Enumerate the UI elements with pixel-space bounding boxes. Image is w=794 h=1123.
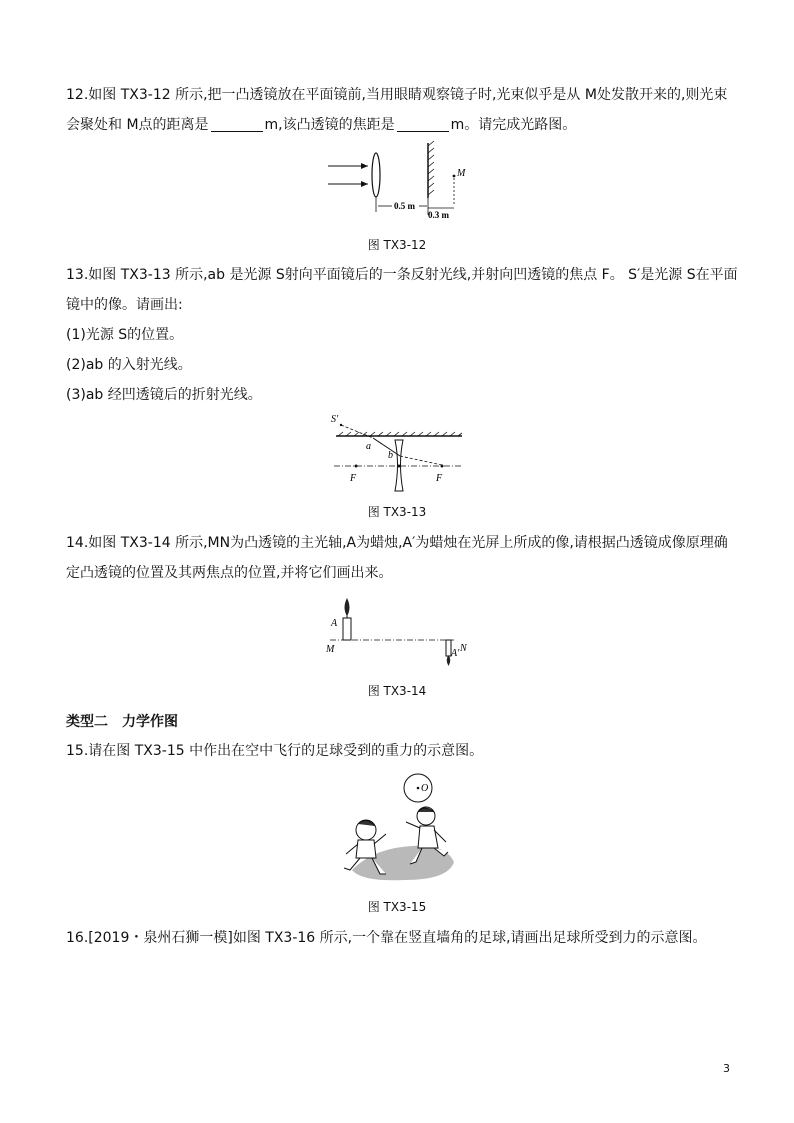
caption-tx3-13: 图 TX3-13 bbox=[367, 505, 427, 519]
label-a: a bbox=[366, 441, 371, 452]
q12-text-c: m。请完成光路图。 bbox=[450, 117, 577, 133]
q13-line-2: 镜中的像。请画出: bbox=[66, 297, 183, 313]
label-f-left: F bbox=[350, 473, 357, 484]
label-n: N bbox=[460, 643, 467, 654]
answer-blank-2[interactable] bbox=[397, 117, 449, 132]
focus-left bbox=[355, 465, 358, 468]
question-13 bbox=[66, 260, 736, 410]
dashed-line-to-focus bbox=[400, 456, 442, 465]
mirror-hatching bbox=[428, 141, 434, 195]
q15-line-1: 15.请在图 TX3-15 中作出在空中飞行的足球受到的重力的示意图。 bbox=[66, 743, 484, 759]
label-s-prime: S′ bbox=[331, 414, 339, 425]
page-number: 3 bbox=[723, 1062, 730, 1075]
q12-line-1: 12.如图 TX3-12 所示,把一凸透镜放在平面镜前,当用眼睛观察镜子时,光束似乎是从 M处发散开来的,则光束 bbox=[66, 87, 728, 103]
label-a: A bbox=[331, 618, 338, 629]
caption-tx3-15: 图 TX3-15 bbox=[367, 900, 427, 914]
question-15 bbox=[66, 736, 736, 766]
question-14 bbox=[66, 528, 736, 588]
label-m: M bbox=[457, 168, 466, 179]
q13-item-2: (2)ab 的入射光线。 bbox=[66, 357, 192, 373]
figure-tx3-15 bbox=[334, 770, 464, 888]
q16-line-1: 16.[2019・泉州石狮一模]如图 TX3-16 所示,一个靠在竖直墙角的足球,请画出足球所受到力的示意图。 bbox=[66, 930, 707, 946]
label-o: O bbox=[421, 783, 429, 794]
convex-lens bbox=[372, 153, 380, 197]
figure-tx3-12 bbox=[320, 140, 480, 222]
label-03m: 0.3 m bbox=[428, 210, 449, 220]
label-05m: 0.5 m bbox=[394, 201, 415, 211]
q13-item-1: (1)光源 S的位置。 bbox=[66, 327, 184, 343]
candle-flame bbox=[345, 598, 350, 616]
answer-blank-1[interactable] bbox=[211, 117, 263, 132]
label-a-prime: A′ bbox=[451, 648, 460, 659]
section-heading: 类型二 力学作图 bbox=[66, 714, 178, 730]
focus-right bbox=[441, 465, 444, 468]
label-f-right: F bbox=[436, 473, 443, 484]
image-candle-flame bbox=[447, 655, 451, 666]
figure-tx3-14 bbox=[320, 594, 470, 670]
ball-center bbox=[417, 787, 420, 790]
label-m: M bbox=[326, 644, 335, 655]
candle-body bbox=[343, 618, 351, 640]
q14-line-1: 14.如图 TX3-14 所示,MN为凸透镜的主光轴,A为蜡烛,A′为蜡烛在光屏上所成的像,请根据凸透镜成像原理确 bbox=[66, 535, 728, 551]
label-b: b bbox=[388, 450, 393, 461]
question-12 bbox=[66, 80, 736, 140]
q12-text-a: 会聚处和 M点的距离是 bbox=[66, 117, 209, 133]
caption-tx3-12: 图 TX3-12 bbox=[367, 238, 427, 252]
lens-center bbox=[398, 465, 401, 468]
q13-line-1: 13.如图 TX3-13 所示,ab 是光源 S射向平面镜后的一条反射光线,并射向凹透镜的焦点 F。 S′是光源 S在平面 bbox=[66, 267, 738, 283]
caption-tx3-14: 图 TX3-14 bbox=[367, 684, 427, 698]
q13-item-3: (3)ab 经凹透镜后的折射光线。 bbox=[66, 387, 262, 403]
figure-tx3-13 bbox=[328, 408, 468, 494]
point-m bbox=[453, 175, 456, 178]
q14-line-2: 定凸透镜的位置及其两焦点的位置,并将它们画出来。 bbox=[66, 565, 393, 581]
question-16 bbox=[66, 923, 736, 953]
q12-line-2 bbox=[66, 110, 736, 140]
q12-text-b: m,该凸透镜的焦距是 bbox=[264, 117, 395, 133]
